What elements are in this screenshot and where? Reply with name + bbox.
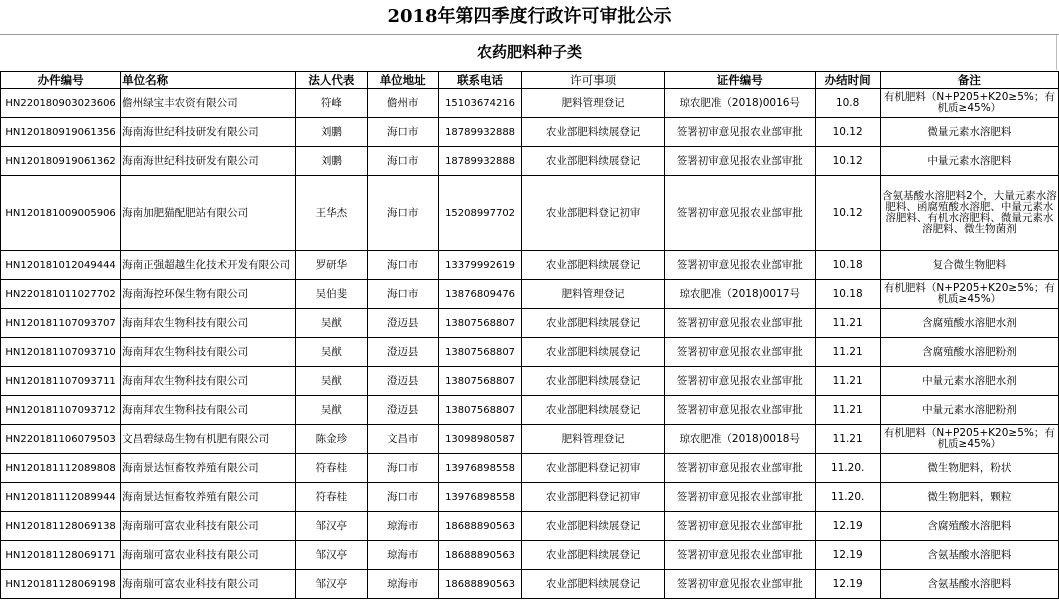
- cell-address: 海口市: [367, 454, 438, 483]
- cell-remarks: 微生物肥料，粉状: [880, 454, 1058, 483]
- cell-divider: [1056, 35, 1057, 70]
- cell-company: 文昌碧绿岛生物有机肥有限公司: [121, 425, 296, 454]
- cell-case-number: HN120181128069138: [1, 512, 121, 541]
- cell-finish-date: 10.8: [815, 89, 880, 118]
- cell-address: 琼海市: [367, 512, 438, 541]
- cell-company: 海南瑞可富农业科技有限公司: [121, 512, 296, 541]
- cell-legal-rep: 邹汉亭: [296, 570, 367, 599]
- cell-legal-rep: 吴猷: [296, 338, 367, 367]
- cell-cert-number: 签署初审意见报农业部审批: [664, 118, 815, 147]
- table-row: [1, 483, 1059, 512]
- table-row: [1, 570, 1059, 599]
- cell-phone: 13976898558: [438, 483, 521, 512]
- cell-legal-rep: 符春桂: [296, 483, 367, 512]
- cell-permit-item: 农业部肥料登记初审: [522, 454, 665, 483]
- cell-legal-rep: 符峰: [296, 89, 367, 118]
- section-subtitle: 农药肥料种子类: [476, 43, 582, 61]
- cell-legal-rep: 刘鹏: [296, 118, 367, 147]
- cell-case-number: HN120181009005906: [1, 176, 121, 251]
- cell-cert-number: 琼农肥准（2018)0016号: [664, 89, 815, 118]
- table-row: [1, 367, 1059, 396]
- cell-cert-number: 签署初审意见报农业部审批: [664, 483, 815, 512]
- cell-address: 海口市: [367, 251, 438, 280]
- cell-case-number: HN120181012049444: [1, 251, 121, 280]
- table-row: [1, 89, 1059, 118]
- cell-company: 海南拜农生物科技有限公司: [121, 367, 296, 396]
- cell-case-number: HN120181107093710: [1, 338, 121, 367]
- cell-phone: 18688890563: [438, 570, 521, 599]
- cell-company: 海南瑞可富农业科技有限公司: [121, 570, 296, 599]
- cell-address: 澄迈县: [367, 309, 438, 338]
- header-finish-date: 办结时间: [815, 72, 880, 89]
- cell-permit-item: 肥料管理登记: [522, 425, 665, 454]
- cell-phone: 13098980587: [438, 425, 521, 454]
- cell-case-number: HN120180919061356: [1, 118, 121, 147]
- cell-case-number: HN120181128069198: [1, 570, 121, 599]
- header-remarks: 备注: [880, 72, 1058, 89]
- cell-permit-item: 农业部肥料续展登记: [522, 512, 665, 541]
- cell-finish-date: 12.19: [815, 512, 880, 541]
- cell-company: 海南海世纪科技研发有限公司: [121, 118, 296, 147]
- cell-cert-number: 琼农肥准（2018)0017号: [664, 280, 815, 309]
- cell-permit-item: 肥料管理登记: [522, 89, 665, 118]
- table-row: [1, 396, 1059, 425]
- cell-legal-rep: 吴猷: [296, 396, 367, 425]
- cell-legal-rep: 王华杰: [296, 176, 367, 251]
- cell-legal-rep: 符春桂: [296, 454, 367, 483]
- cell-company: 海南海世纪科技研发有限公司: [121, 147, 296, 176]
- header-case-number: 办件编号: [1, 72, 121, 89]
- table-row: [1, 309, 1059, 338]
- cell-company: 海南正强超越生化技术开发有限公司: [121, 251, 296, 280]
- cell-remarks: 复合微生物肥料: [880, 251, 1058, 280]
- cell-address: 海口市: [367, 147, 438, 176]
- header-phone: 联系电话: [438, 72, 521, 89]
- header-company: 单位名称: [121, 72, 296, 89]
- approval-table: [0, 71, 1059, 599]
- cell-cert-number: 签署初审意见报农业部审批: [664, 367, 815, 396]
- cell-finish-date: 12.19: [815, 541, 880, 570]
- cell-remarks: 中量元素水溶肥粉剂: [880, 396, 1058, 425]
- table-row: [1, 454, 1059, 483]
- table-row: [1, 147, 1059, 176]
- cell-permit-item: 农业部肥料续展登记: [522, 396, 665, 425]
- cell-remarks: 有机肥料（N+P205+K20≥5%；有机质≥45%）: [880, 280, 1058, 309]
- cell-finish-date: 11.20.: [815, 454, 880, 483]
- cell-legal-rep: 吴伯斐: [296, 280, 367, 309]
- cell-permit-item: 农业部肥料续展登记: [522, 118, 665, 147]
- cell-finish-date: 12.19: [815, 570, 880, 599]
- cell-permit-item: 农业部肥料续展登记: [522, 147, 665, 176]
- cell-phone: 13976898558: [438, 454, 521, 483]
- cell-remarks: 中量元素水溶肥料: [880, 147, 1058, 176]
- cell-remarks: 有机肥料（N+P205+K20≥5%；有机质≥45%）: [880, 89, 1058, 118]
- cell-remarks: 微量元素水溶肥料: [880, 118, 1058, 147]
- cell-company: 海南拜农生物科技有限公司: [121, 309, 296, 338]
- table-body: [1, 89, 1059, 599]
- cell-remarks: 含腐殖酸水溶肥粉剂: [880, 338, 1058, 367]
- table-row: [1, 512, 1059, 541]
- cell-cert-number: 签署初审意见报农业部审批: [664, 251, 815, 280]
- cell-phone: 15103674216: [438, 89, 521, 118]
- cell-remarks: 含腐殖酸水溶肥水剂: [880, 309, 1058, 338]
- cell-remarks: 含氨基酸水溶肥料2个，大量元素水溶肥料、函腐殖酸水溶肥、中量元素水溶肥料、有机水溶肥料、微量元素水溶肥料、微生物菌剂: [880, 176, 1058, 251]
- cell-cert-number: 签署初审意见报农业部审批: [664, 309, 815, 338]
- cell-cert-number: 签署初审意见报农业部审批: [664, 454, 815, 483]
- cell-company: 海南拜农生物科技有限公司: [121, 338, 296, 367]
- cell-cert-number: 签署初审意见报农业部审批: [664, 176, 815, 251]
- cell-finish-date: 10.12: [815, 176, 880, 251]
- cell-permit-item: 农业部肥料续展登记: [522, 251, 665, 280]
- cell-finish-date: 10.18: [815, 251, 880, 280]
- cell-address: 澄迈县: [367, 338, 438, 367]
- cell-company: 海南景达恒畜牧养殖有限公司: [121, 454, 296, 483]
- cell-legal-rep: 吴猷: [296, 367, 367, 396]
- cell-finish-date: 11.21: [815, 338, 880, 367]
- cell-legal-rep: 吴猷: [296, 309, 367, 338]
- cell-legal-rep: 陈金珍: [296, 425, 367, 454]
- cell-finish-date: 11.21: [815, 396, 880, 425]
- cell-address: 海口市: [367, 118, 438, 147]
- cell-remarks: 有机肥料（N+P205+K20≥5%；有机质≥45%）: [880, 425, 1058, 454]
- cell-finish-date: 10.12: [815, 118, 880, 147]
- cell-phone: 18688890563: [438, 512, 521, 541]
- table-row: [1, 118, 1059, 147]
- cell-phone: 18688890563: [438, 541, 521, 570]
- cell-finish-date: 10.18: [815, 280, 880, 309]
- cell-phone: 13807568807: [438, 367, 521, 396]
- cell-case-number: HN120181128069171: [1, 541, 121, 570]
- table-row: [1, 541, 1059, 570]
- cell-company: 儋州绿宝丰农资有限公司: [121, 89, 296, 118]
- cell-cert-number: 签署初审意见报农业部审批: [664, 541, 815, 570]
- header-legal-rep: 法人代表: [296, 72, 367, 89]
- table-header-row: [1, 72, 1059, 89]
- cell-permit-item: 农业部肥料续展登记: [522, 309, 665, 338]
- cell-remarks: 含腐殖酸水溶肥料: [880, 512, 1058, 541]
- cell-cert-number: 签署初审意见报农业部审批: [664, 512, 815, 541]
- page-title: 2018年第四季度行政许可审批公示: [0, 0, 1059, 35]
- cell-finish-date: 10.12: [815, 147, 880, 176]
- table-row: [1, 280, 1059, 309]
- cell-case-number: HN120181107093712: [1, 396, 121, 425]
- cell-permit-item: 农业部肥料续展登记: [522, 338, 665, 367]
- cell-permit-item: 农业部肥料续展登记: [522, 367, 665, 396]
- cell-permit-item: 农业部肥料登记初审: [522, 483, 665, 512]
- cell-case-number: HN120181112089808: [1, 454, 121, 483]
- cell-address: 儋州市: [367, 89, 438, 118]
- cell-cert-number: 签署初审意见报农业部审批: [664, 570, 815, 599]
- cell-phone: 13379992619: [438, 251, 521, 280]
- cell-phone: 13807568807: [438, 396, 521, 425]
- cell-finish-date: 11.21: [815, 367, 880, 396]
- cell-company: 海南景达恒畜牧养殖有限公司: [121, 483, 296, 512]
- cell-address: 海口市: [367, 483, 438, 512]
- cell-case-number: HN120181112089944: [1, 483, 121, 512]
- cell-address: 文昌市: [367, 425, 438, 454]
- cell-legal-rep: 刘鹏: [296, 147, 367, 176]
- cell-remarks: 含氨基酸水溶肥料: [880, 541, 1058, 570]
- cell-remarks: 含氨基酸水溶肥料: [880, 570, 1058, 599]
- cell-company: 海南海控环保生物有限公司: [121, 280, 296, 309]
- cell-permit-item: 农业部肥料续展登记: [522, 570, 665, 599]
- cell-cert-number: 签署初审意见报农业部审批: [664, 396, 815, 425]
- cell-permit-item: 农业部肥料续展登记: [522, 541, 665, 570]
- table-row: [1, 338, 1059, 367]
- cell-company: 海南瑞可富农业科技有限公司: [121, 541, 296, 570]
- cell-case-number: HN120181107093711: [1, 367, 121, 396]
- cell-finish-date: 11.21: [815, 425, 880, 454]
- cell-case-number: HN120180919061362: [1, 147, 121, 176]
- table-row: [1, 425, 1059, 454]
- cell-case-number: HN220181106079503: [1, 425, 121, 454]
- cell-case-number: HN220180903023606: [1, 89, 121, 118]
- cell-case-number: HN120181107093707: [1, 309, 121, 338]
- cell-phone: 15208997702: [438, 176, 521, 251]
- header-permit-item: 许可事项: [522, 72, 665, 89]
- cell-phone: 13876809476: [438, 280, 521, 309]
- cell-remarks: 微生物肥料，颗粒: [880, 483, 1058, 512]
- cell-address: 海口市: [367, 176, 438, 251]
- cell-cert-number: 琼农肥准（2018)0018号: [664, 425, 815, 454]
- header-cert-number: 证件编号: [664, 72, 815, 89]
- cell-phone: 13807568807: [438, 338, 521, 367]
- table-row: [1, 176, 1059, 251]
- cell-cert-number: 签署初审意见报农业部审批: [664, 147, 815, 176]
- cell-address: 琼海市: [367, 570, 438, 599]
- cell-phone: 18789932888: [438, 147, 521, 176]
- cell-finish-date: 11.20.: [815, 483, 880, 512]
- cell-permit-item: 肥料管理登记: [522, 280, 665, 309]
- cell-address: 海口市: [367, 280, 438, 309]
- cell-permit-item: 农业部肥料登记初审: [522, 176, 665, 251]
- cell-legal-rep: 邹汉亭: [296, 512, 367, 541]
- cell-address: 琼海市: [367, 541, 438, 570]
- cell-phone: 18789932888: [438, 118, 521, 147]
- cell-address: 澄迈县: [367, 367, 438, 396]
- header-address: 单位地址: [367, 72, 438, 89]
- cell-legal-rep: 邹汉亭: [296, 541, 367, 570]
- cell-phone: 13807568807: [438, 309, 521, 338]
- cell-remarks: 中量元素水溶肥水剂: [880, 367, 1058, 396]
- cell-finish-date: 11.21: [815, 309, 880, 338]
- cell-legal-rep: 罗研华: [296, 251, 367, 280]
- cell-address: 澄迈县: [367, 396, 438, 425]
- cell-company: 海南加肥猫配肥站有限公司: [121, 176, 296, 251]
- table-row: [1, 251, 1059, 280]
- cell-cert-number: 签署初审意见报农业部审批: [664, 338, 815, 367]
- cell-case-number: HN220181011027702: [1, 280, 121, 309]
- cell-company: 海南拜农生物科技有限公司: [121, 396, 296, 425]
